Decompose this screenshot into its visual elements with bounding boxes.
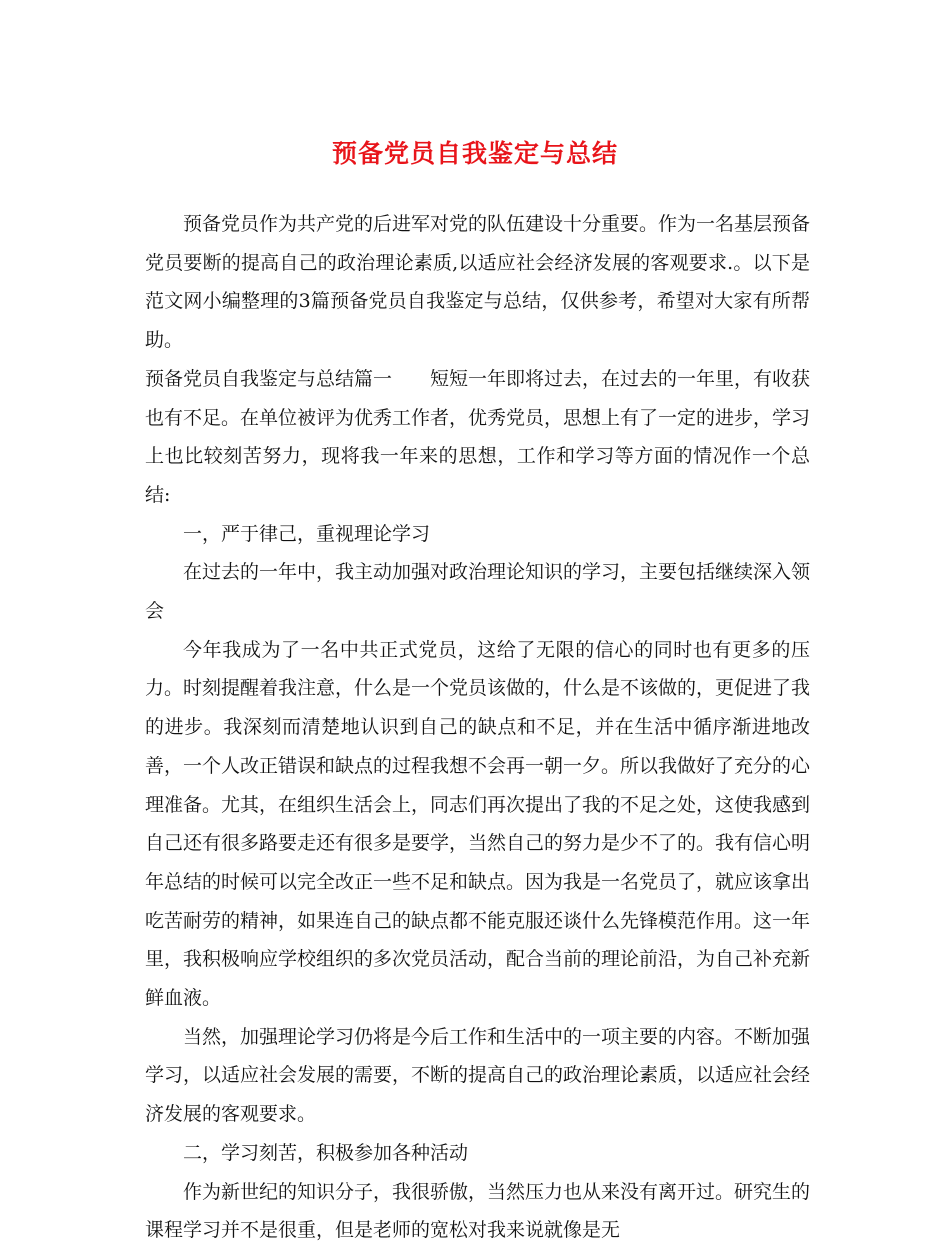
document-body <box>145 205 810 1250</box>
document-title: 预备党员自我鉴定与总结 <box>331 139 618 168</box>
paragraph-strengthen-study: 当然，加强理论学习仍将是今后工作和生活中的一项主要的内容。不断加强学习，以适应社会发展的需要，不断的提高自己的政治理论素质，以适应社会经济发展的客观要求。 <box>145 1025 811 1126</box>
heading-two: 二，学习刻苦，积极参加各种活动 <box>183 1141 469 1164</box>
paragraph-new-century: 作为新世纪的知识分子，我很骄傲，当然压力也从来没有离开过。研究生的课程学习并不是很重，但是老师的宽松对我来说就像是无 <box>145 1180 811 1242</box>
intro-paragraph: 预备党员作为共产党的后进军对党的队伍建设十分重要。作为一名基层预备党员要断的提高自己的政治理论素质,以适应社会经济发展的客观要求.。以下是范文网小编整理的3篇预备党员自我鉴定与总结，仅供参考，希望对大家有所帮助。 <box>145 213 811 352</box>
paragraph-party-member: 今年我成为了一名中共正式党员，这给了无限的信心的同时也有更多的压力。时刻提醒着我注意，什么是一个党员该做的，什么是不该做的，更促进了我的进步。我深刻而清楚地认识到自己的缺点和不足，并在生活中循序渐进地改善，一个人改正错误和缺点的过程我想不会再一朝一夕。所以我做好了充分的心理准备。尤其，在组织生活会上，同志们再次提出了我的不足之处，这使我感到自己还有很多路要走还有很多是要学，当然自己的努力是少不了的。我有信心明年总结的时候可以完全改正一些不足和缺点。因为我是一名党员了，就应该拿出吃苦耐劳的精神，如果连自己的缺点都不能克服还谈什么先锋模范作用。这一年里，我积极响应学校组织的多次党员活动，配合当前的理论前沿，为自己补充新鲜血液。 <box>145 638 811 1010</box>
paragraph-theory-study: 在过去的一年中，我主动加强对政治理论知识的学习，主要包括继续深入领会 <box>145 561 811 623</box>
section-one-intro-paragraph: 预备党员自我鉴定与总结篇一 短短一年即将过去，在过去的一年里，有收获也有不足。在单位被评为优秀工作者，优秀党员，思想上有了一定的进步，学习上也比较刻苦努力，现将我一年来的思想，工作和学习等方面的情况作一个总结: <box>145 367 811 506</box>
heading-one: 一，严于律己，重视理论学习 <box>183 522 431 545</box>
